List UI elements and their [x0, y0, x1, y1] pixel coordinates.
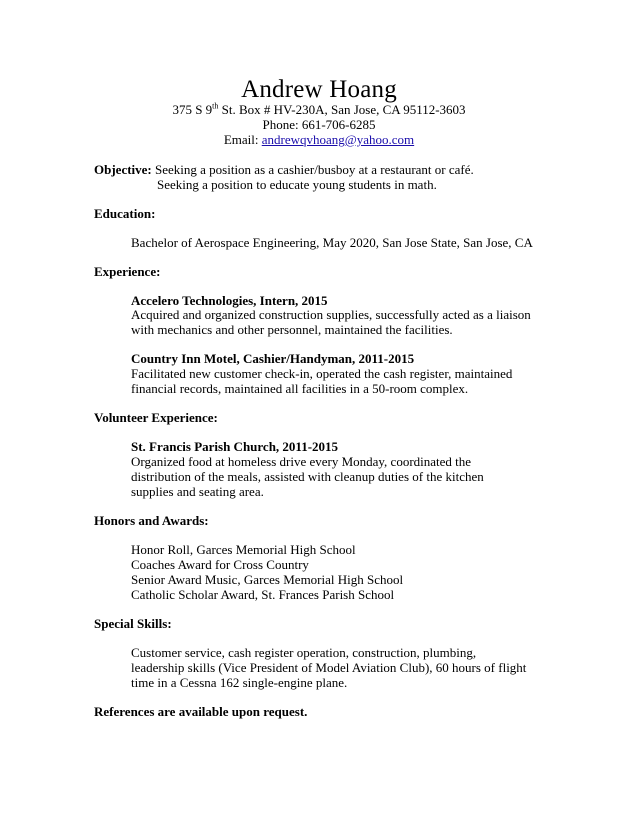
- references-note: References are available upon request.: [94, 704, 308, 719]
- objective-text-2: Seeking a position to educate young students in math.: [157, 177, 437, 192]
- phone-line: Phone: 661-706-6285: [262, 117, 376, 132]
- honor-item: Coaches Award for Cross Country: [131, 557, 309, 572]
- education-entry: Bachelor of Aerospace Engineering, May 2020, San Jose State, San Jose, CA: [131, 235, 533, 250]
- volunteer-heading: Volunteer Experience:: [94, 410, 218, 425]
- job-title: Country Inn Motel, Cashier/Handyman, 2011-2015: [131, 351, 415, 366]
- volunteer-title: St. Francis Parish Church, 2011-2015: [131, 439, 339, 454]
- email-line: [0, 131, 638, 148]
- education-heading: Education:: [94, 206, 156, 221]
- honor-item: Senior Award Music, Garces Memorial High School: [131, 572, 404, 587]
- volunteer-description-line: supplies and seating area.: [131, 484, 264, 499]
- resume-name: Andrew Hoang: [241, 76, 397, 103]
- objective-text-1: Seeking a position as a cashier/busboy at a restaurant or café.: [151, 162, 474, 177]
- job-description-line: Facilitated new customer check-in, operated the cash register, maintained: [131, 366, 513, 381]
- address-part-1: 375 S 9: [172, 102, 213, 117]
- job-title: Accelero Technologies, Intern, 2015: [131, 293, 328, 308]
- skills-line: Customer service, cash register operation, construction, plumbing,: [131, 645, 477, 660]
- objective-line-1: [94, 162, 474, 177]
- address-superscript: th: [212, 101, 219, 111]
- experience-heading: Experience:: [94, 264, 161, 279]
- skills-heading: Special Skills:: [94, 616, 172, 631]
- email-label: Email:: [223, 132, 262, 147]
- skills-line: leadership skills (Vice President of Model Aviation Club), 60 hours of flight: [131, 660, 527, 675]
- honor-item: Catholic Scholar Award, St. Frances Parish School: [131, 587, 395, 602]
- job-description-line: Acquired and organized construction supplies, successfully acted as a liaison: [131, 307, 531, 322]
- honor-item: Honor Roll, Garces Memorial High School: [131, 542, 356, 557]
- email-link[interactable]: andrewqvhoang@yahoo.com: [261, 132, 415, 147]
- objective-heading: Objective:: [94, 162, 152, 177]
- skills-line: time in a Cessna 162 single-engine plane.: [131, 675, 348, 690]
- address-part-2: St. Box # HV-230A, San Jose, CA 95112-3603: [218, 102, 466, 117]
- job-description-line: financial records, maintained all facilities in a 50-room complex.: [131, 381, 469, 396]
- honors-heading: Honors and Awards:: [94, 513, 209, 528]
- job-description-line: with mechanics and other personnel, maintained the facilities.: [131, 322, 453, 337]
- volunteer-description-line: distribution of the meals, assisted with cleanup duties of the kitchen: [131, 469, 484, 484]
- volunteer-description-line: Organized food at homeless drive every Monday, coordinated the: [131, 454, 472, 469]
